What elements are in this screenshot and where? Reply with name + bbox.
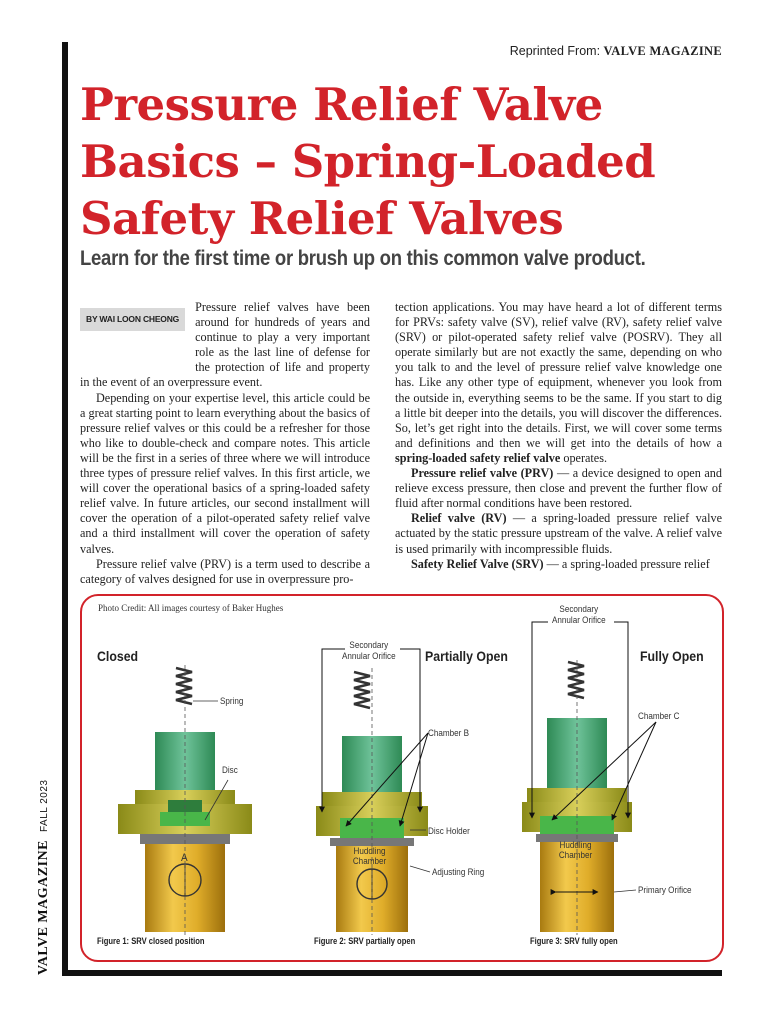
byline: BY WAI LOON CHEONG <box>80 308 185 331</box>
col1-paragraph-1: Pressure relief valves have been around for hundreds of years and continue to play a very important role as the last line of defense for the protection of life and property in the event of an overpressure event. <box>80 300 370 390</box>
label-secondary-orifice-2: Secondary Annular Orifice <box>342 640 396 661</box>
reprint-source: VALVE MAGAZINE <box>603 44 722 58</box>
label-huddling-chamber-3: Huddling Chamber <box>558 840 593 860</box>
label-spring: Spring <box>220 696 244 706</box>
label-secondary-orifice-3: Secondary Annular Orifice <box>552 604 606 625</box>
caption-figure-2: Figure 2: SRV partially open <box>314 936 416 947</box>
sidebar-magazine-label: VALVE MAGAZINEFALL 2023 <box>36 779 51 975</box>
label-adjusting-ring: Adjusting Ring <box>432 867 485 877</box>
col2-paragraph-1: tection applications. You may have heard a lot of different terms for PRVs: safety valve (SV), relief valve (RV), safety relief valve (SRV) or pilot-operated safety relief valve (POSRV). They all operate similarly but are not exactly the same, depending on who you talk to and the level of pressure relief valve knowledge one has. Like any other type of equipment, whenever you look from the outside in, everything seems to be the same. If you start to dig a little bit deeper into the details, you will discover the differences. So, let’s get right into the details. First, we will cover some terms and definitions and then we will get into the details of how a spring-loaded safety relief valve operates. <box>395 300 722 465</box>
label-disc: Disc <box>222 765 238 775</box>
definition-srv: Safety Relief Valve (SRV) — a spring-loaded pressure relief <box>411 556 710 571</box>
article-subtitle: Learn for the first time or brush up on this common valve product. <box>80 246 646 270</box>
caption-figure-1: Figure 1: SRV closed position <box>97 936 205 947</box>
label-disc-holder: Disc Holder <box>428 826 470 836</box>
label-chamber-b: Chamber B <box>428 728 469 738</box>
valve-full-illustration <box>522 622 656 935</box>
label-primary-orifice: Primary Orifice <box>638 885 692 895</box>
label-huddling-chamber-2: Huddling Chamber <box>352 846 387 866</box>
definition-rv: Relief valve (RV) — a spring-loaded pressure relief valve actuated by the static pressure upstream of the valve. A relief valve is used primarily with incompressible fluids. <box>395 511 722 556</box>
reprint-prefix: Reprinted From: <box>509 44 601 58</box>
state-partially-open: Partially Open <box>425 648 508 664</box>
valve-partial-illustration <box>316 649 430 935</box>
caption-figure-3: Figure 3: SRV fully open <box>530 936 618 947</box>
label-chamber-a: A <box>181 852 188 864</box>
col1-paragraph-2: Depending on your expertise level, this article could be a great starting point to learn everything about the basics of pressure relief valves or this could be a refresher for those who like to double-check and compare notes. This article will be the first in a series of three where we will introduce three types of pressure relief valves. In this first article, we will cover the operational basics of a spring-loaded safety relief valve. In future articles, our second installment will cover the operation of a pilot-operated safety relief valve and a third installment will cover the operation of safety valves. <box>80 390 370 556</box>
state-closed: Closed <box>97 648 139 664</box>
definition-prv: Pressure relief valve (PRV) — a device designed to open and relieve excess pressure, then close and prevent the further flow of fluid after normal conditions have been restored. <box>395 466 722 511</box>
photo-credit: Photo Credit: All images courtesy of Baker Hughes <box>98 603 284 613</box>
article-title: Pressure Relief Valve Basics – Spring-Loaded Safety Relief Valves <box>80 78 656 245</box>
label-chamber-c: Chamber C <box>638 711 680 721</box>
state-fully-open: Fully Open <box>640 648 704 664</box>
col1-paragraph-3: Pressure relief valve (PRV) is a term used to describe a category of valves designed for use in overpressure pro- <box>80 556 370 586</box>
